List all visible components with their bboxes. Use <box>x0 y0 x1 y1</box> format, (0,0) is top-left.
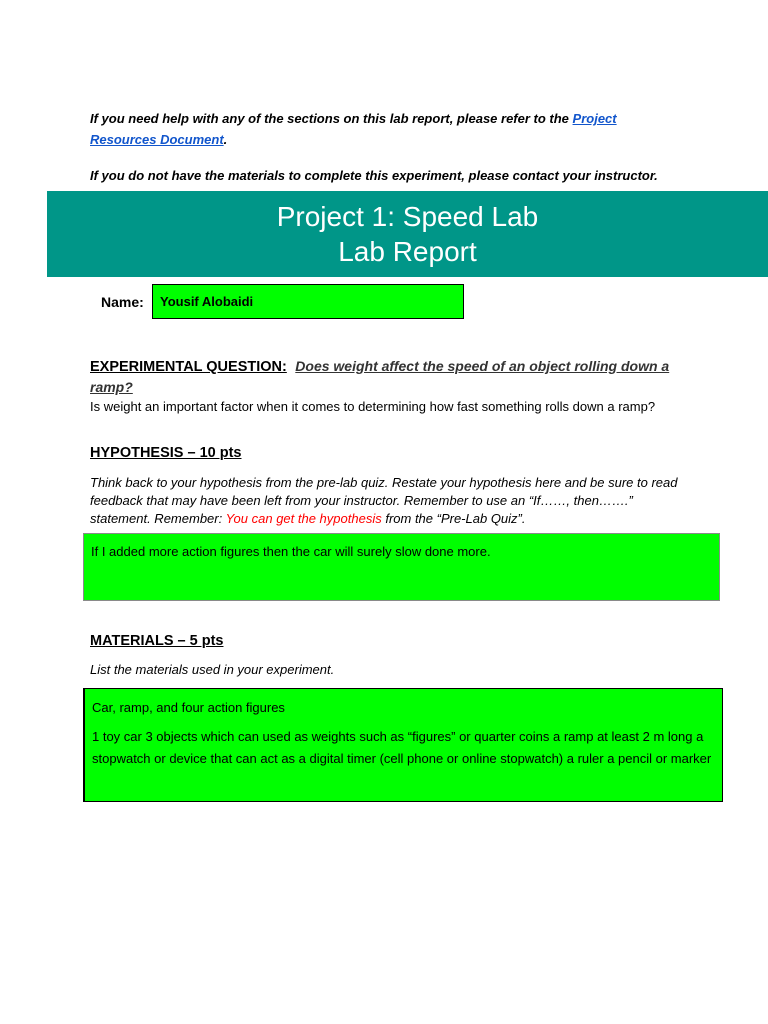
hypothesis-instructions-text: Think back to your hypothesis from the pre-lab quiz. Restate your hypothesis here and be sure to read feedback that may have been left from your instructor. Remember to use an “If……, then…….” statement. Remember: <box>90 475 678 526</box>
hypothesis-heading: HYPOTHESIS – 10 pts <box>90 445 242 461</box>
hypothesis-instructions-end: from the “Pre-Lab Quiz”. <box>381 511 526 526</box>
experimental-question-heading: EXPERIMENTAL QUESTION: <box>90 359 287 375</box>
hypothesis-instructions <box>90 474 690 528</box>
materials-instructions: List the materials used in your experiment. <box>90 662 335 677</box>
help-note-text: If you need help with any of the sections on this lab report, please refer to the <box>90 111 573 126</box>
name-label: Name: <box>101 294 144 310</box>
name-field[interactable] <box>152 284 464 319</box>
materials-answer-line1: Car, ramp, and four action figures <box>92 700 285 715</box>
experimental-question <box>90 356 670 398</box>
banner-subtitle: Lab Report <box>338 236 477 267</box>
title-banner <box>47 191 768 277</box>
materials-heading: MATERIALS – 5 pts <box>90 633 224 649</box>
banner-title: Project 1: Speed Lab <box>276 201 539 232</box>
question-restatement: Is weight an important factor when it comes to determining how fast something rolls down a ramp? <box>90 399 656 414</box>
hypothesis-answer: If I added more action figures then the car will surely slow done more. <box>91 544 491 559</box>
hypothesis-answer-box[interactable] <box>83 533 720 601</box>
project-resources-link[interactable]: Project Resources Document <box>90 111 617 147</box>
materials-answer-box[interactable] <box>83 688 723 802</box>
help-note <box>90 108 650 150</box>
help-note-suffix: . <box>223 132 228 147</box>
hypothesis-instructions-emphasis: You can get the hypothesis <box>225 511 382 526</box>
name-value: Yousif Alobaidi <box>160 294 254 309</box>
experimental-question-text: Does weight affect the speed of an object rolling down a ramp? <box>90 358 670 395</box>
materials-answer-line2: 1 toy car 3 objects which can used as weights such as “figures” or quarter coins a ramp at least 2 m long a stopwatch or device that can act as a digital timer (cell phone or online stopwatch) a ruler a pencil or marker <box>92 729 712 766</box>
materials-note: If you do not have the materials to complete this experiment, please contact your instructor. <box>90 168 658 183</box>
